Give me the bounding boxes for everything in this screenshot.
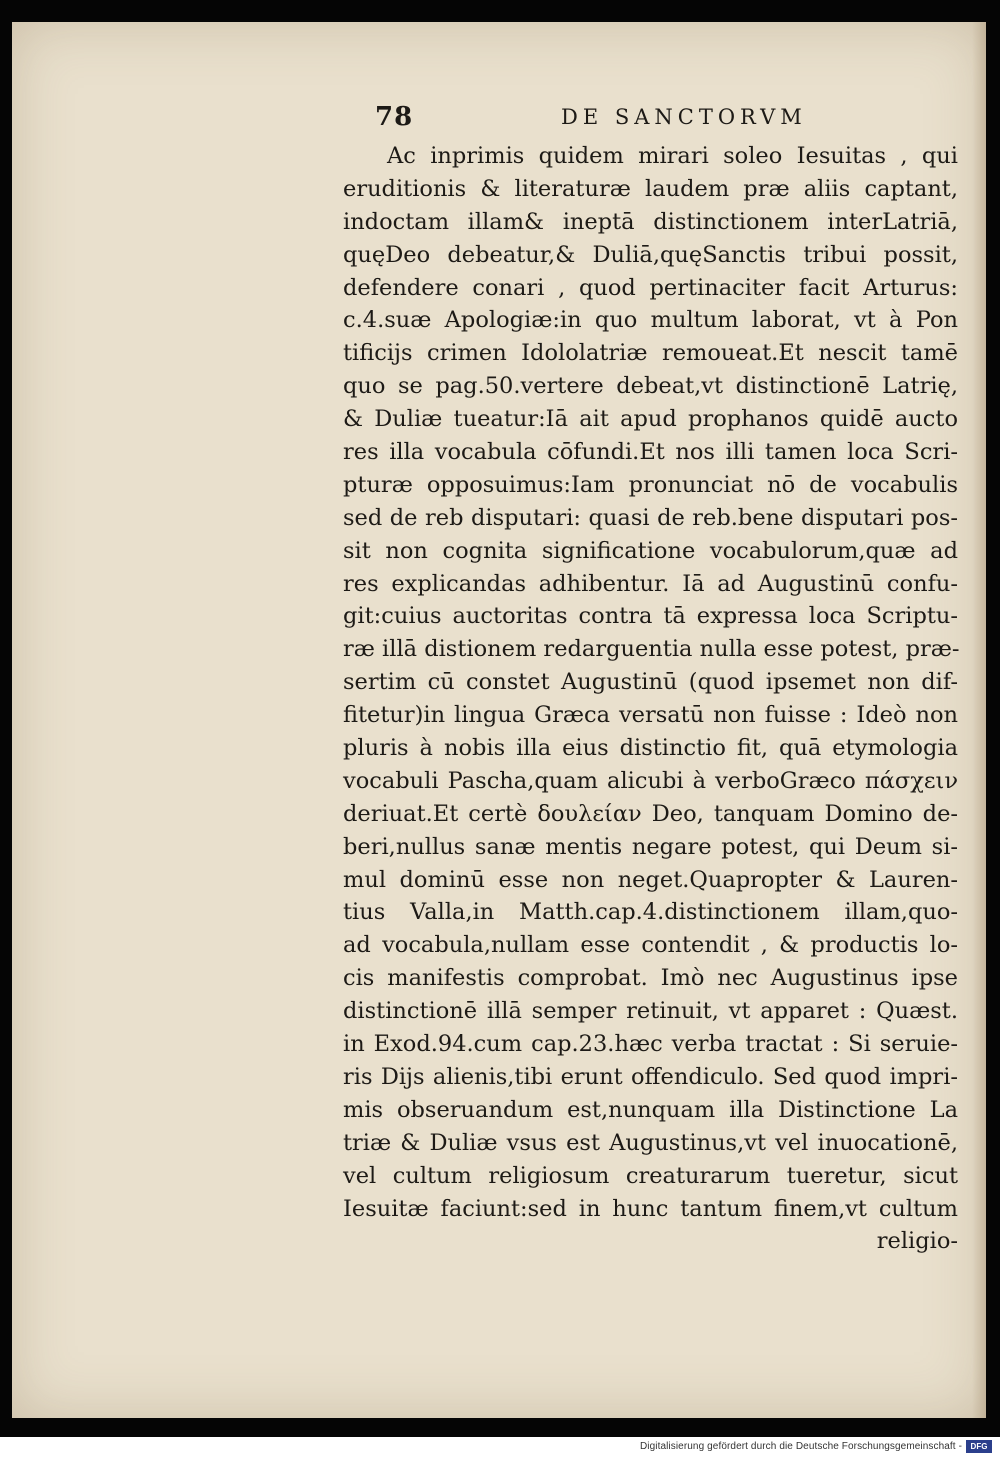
text-line: tificijs crimen Idololatriæ remoueat.Et nescit tamē xyxy=(343,340,958,367)
text-line: c.4.suæ Apologiæ:in quo multum laborat, vt à Pon xyxy=(343,307,958,334)
text-line: mis obseruandum est,nunquam illa Distinctione La xyxy=(343,1096,958,1123)
text-line: ris Dijs alienis,tibi erunt offendiculo. Sed quod impri- xyxy=(343,1063,958,1090)
text-line: vocabuli Pascha,quam alicubi à verboGræco πάσχειν xyxy=(343,767,958,794)
footer-bar xyxy=(0,1437,1000,1459)
page-header xyxy=(355,102,825,134)
dfg-logo-icon[interactable]: DFG xyxy=(966,1440,992,1453)
text-line: vel cultum religiosum creaturarum tueretur, sicut xyxy=(343,1162,958,1189)
text-line: res illa vocabula cōfundi.Et nos illi tamen loca Scri- xyxy=(343,439,958,466)
text-line: res explicandas adhibentur. Iā ad Augustinū confu- xyxy=(343,570,958,597)
funding-credit: Digitalisierung gefördert durch die Deutsche Forschungsgemeinschaft - xyxy=(639,1441,962,1452)
text-line: deriuat.Et certè δουλείαν Deo, tanquam Domino de- xyxy=(343,800,958,827)
text-line: in Exod.94.cum cap.23.hæc verba tractat : Si seruie- xyxy=(343,1031,958,1058)
text-line: quęDeo debeatur,& Duliā,quęSanctis tribui possit, xyxy=(343,241,958,268)
text-line: sit non cognita significatione vocabulorum,quæ ad xyxy=(343,537,958,564)
catchword: religio- xyxy=(876,1228,958,1255)
text-line: & Duliæ tueatur:Iā ait apud prophanos quidē aucto xyxy=(343,406,958,433)
body-text xyxy=(343,140,958,1258)
text-line: ad vocabula,nullam esse contendit , & productis lo- xyxy=(343,932,958,959)
text-line: tius Valla,in Matth.cap.4.distinctionem illam,quo- xyxy=(343,899,958,926)
text-line: mul dominū esse non neget.Quapropter & Lauren- xyxy=(343,866,958,893)
text-line: distinctionē illā semper retinuit, vt apparet : Quæst. xyxy=(343,998,958,1025)
text-line: sertim cū constet Augustinū (quod ipsemet non dif- xyxy=(343,669,958,696)
text-line: Iesuitæ faciunt:sed in hunc tantum finem,vt cultum xyxy=(343,1195,958,1222)
scanned-page xyxy=(12,22,986,1418)
text-line: pluris à nobis illa eius distinctio fit, quā etymologia xyxy=(343,735,958,762)
running-head: DE SANCTORVM xyxy=(561,105,807,129)
text-line: eruditionis & literaturæ laudem præ aliis captant, xyxy=(343,175,958,202)
text-line: Ac inprimis quidem mirari soleo Iesuitas , qui xyxy=(387,143,958,169)
text-line: defendere conari , quod pertinaciter facit Arturus: xyxy=(343,274,958,301)
text-line: indoctam illam& ineptā distinctionem interLatriā, xyxy=(343,208,958,235)
text-line: beri,nullus sanæ mentis negare potest, qui Deum si- xyxy=(343,833,958,860)
text-line: fitetur)in lingua Græca versatū non fuisse : Ideò non xyxy=(343,702,958,729)
page-number: 78 xyxy=(375,102,414,132)
text-line: ræ illā distionem redarguentia nulla esse potest, præ- xyxy=(343,636,960,663)
text-line: pturæ opposuimus:Iam pronunciat nō de vocabulis xyxy=(343,471,958,498)
text-line: cis manifestis comprobat. Imò nec Augustinus ipse xyxy=(343,965,958,992)
text-line: triæ & Duliæ vsus est Augustinus,vt vel inuocationē, xyxy=(343,1129,958,1156)
text-line: sed de reb disputari: quasi de reb.bene disputari pos- xyxy=(343,504,958,531)
text-line: git:cuius auctoritas contra tā expressa loca Scriptu- xyxy=(343,603,958,630)
page-edge-shadow xyxy=(972,22,986,1418)
text-line: quo se pag.50.vertere debeat,vt distinctionē Latrię, xyxy=(343,373,958,400)
